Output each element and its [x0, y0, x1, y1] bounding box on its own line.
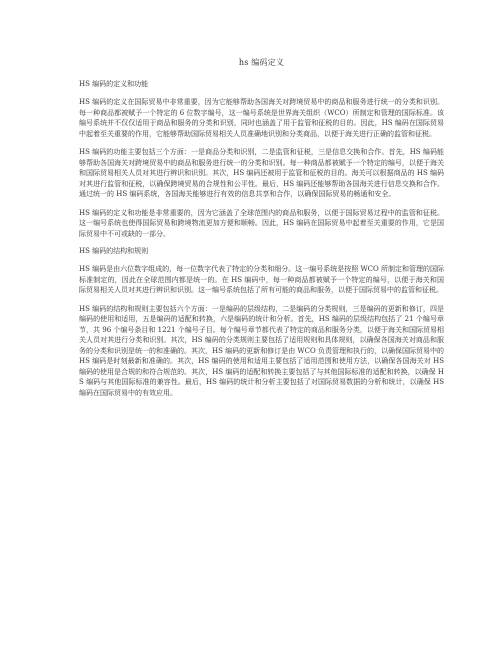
section-heading-definition: HS 编码的定义和功能 [79, 80, 149, 88]
paragraph-definition-summary: HS 编码的定义和功能是非常重要的，因为它涵盖了全球范围内的商品和服务，以便于国际贸易过程中的监管和征税。这一编号系统也使得国际贸易和跨境物流更加方便和顺畅。因此，HS 编码在国际贸易中起着至关重要的作用，它是国际贸易中不可或缺的一部分。 [79, 208, 444, 238]
section-heading-structure: HS 编码的结构和规则 [79, 247, 149, 255]
paragraph-structure-intro: HS 编码是由六位数字组成的，每一位数字代表了特定的分类和细分。这一编号系统是按照 WCO 所制定和管理的国际标准制定的，因此在全球范围内都是统一的。在 HS 编码中，每一种商品都被赋予一个特定的编号，以便于海关和国际贸易相关人员对其进行辨识和识别。这一编号系统包括了所有可能的商品和服务，以便于国际贸易中的监管和征税。 [79, 265, 444, 294]
paragraph-structure-rules: HS 编码的结构和规则主要包括六个方面：一是编码的层级结构，二是编码的分类规则，三是编码的更新和修订，四是编码的使用和适用，五是编码的适配和转换，六是编码的统计和分析。首先，HS 编码的层级结构包括了 21 个编号章节，共 96 个编号条目和 1221 个编号子目。每个编号章节都代表了特定的商品和服务分类，以便于海关和国际贸易相关人员对其进行分类和识别。其次，HS 编码的分类规则主要包括了适用规则和具体规则，以确保各国海关对商品和服务的分类和识别是统一的和准确的。其次，HS 编码的更新和修订是由 WCO 负责管理和执行的，以确保国际贸易中的 HS 编码是时刻最新和准确的。其次，HS 编码的使用和适用主要包括了适用范围和使用方法，以确保各国海关对 HS 编码的使用是合规的和符合规范的。其次，HS 编码的适配和转换主要包括了与其他国际标准的适配和转换，以确保 HS 编码与其他国际标准的兼容性。最后，HS 编码的统计和分析主要包括了对国际贸易数据的分析和统计，以确保 HS 编码在国际贸易中的有效应用。 [79, 304, 444, 397]
document-title: hs 编码定义 [238, 58, 285, 67]
paragraph-definition-1: HS 编码的定义在国际贸易中非常重要，因为它能够帮助各国海关对跨境贸易中的商品和服务进行统一的分类和识别。每一种商品都被赋予一个特定的 6 位数字编号，这一编号系统是世界海关组织（WCO）所制定和管理的国际标准。该编号系统并不仅仅适用于商品和服务的分类和识别，同时也涵盖了用于监管和征税的目的。因此，HS 编码在国际贸易中起着至关重要的作用，它能够帮助国际贸易相关人员准确地识别和分类商品，以便于海关进行正确的监管和征税。 [79, 98, 444, 138]
paragraph-functions: HS 编码的功能主要包括三个方面：一是商品分类和识别，二是监管和征税，三是信息交换和合作。首先，HS 编码能够帮助各国海关对跨境贸易中的商品和服务进行统一的分类和识别。每一种商品都被赋予一个特定的编号，以便于海关和国际贸易相关人员对其进行辨识和识别。其次，HS 编码还被用于监管和征税的目的。海关可以根据商品的 HS 编码对其进行监管和征税，以确保跨境贸易的合规性和公平性。最后，HS 编码还能够帮助各国海关进行信息交换和合作。通过统一的 HS 编码系统，各国海关能够进行有效的信息共享和合作，以确保国际贸易的畅通和安全。 [79, 148, 444, 198]
